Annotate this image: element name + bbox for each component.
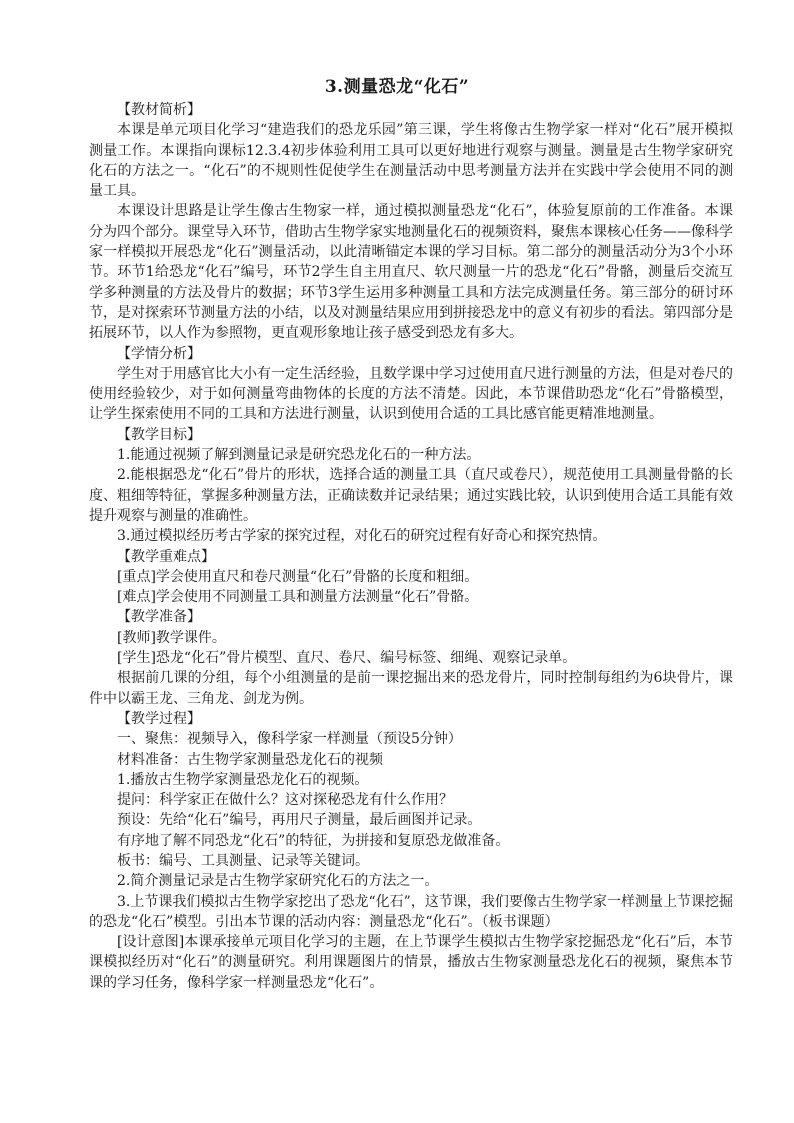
paragraph: [重点]学会使用直尺和卷尺测量“化石”骨骼的长度和粗细。 (117, 568, 479, 585)
paragraph: [学生]恐龙“化石”骨片模型、直尺、卷尺、编号标签、细绳、观察记录单。 (117, 650, 577, 667)
paragraph: 本课是单元项目化学习“建造我们的恐龙乐园”第三课，学生将像古生物学家一样对“化石”展开模拟测量工作。本课指向课标12.3.4初步体验利用工具可以更好地进行观察与测量。测量是古生物学家研究化石的方法之一。“化石”的不规则性促使学生在测量活动中思考测量方法并在实践中学会使用不同的测量工具。 (89, 122, 733, 200)
section-heading: 【教学重难点】 (117, 548, 215, 565)
paragraph: 1.播放古生物学家测量恐龙化石的视频。 (117, 771, 369, 788)
paragraph: 1.能通过视频了解到测量记录是研究恐龙化石的一种方法。 (117, 447, 481, 464)
paragraph: [教师]教学课件。 (117, 629, 226, 646)
paragraph: 预设：先给“化石”编号，再用尺子测量，最后画图并记录。 (117, 812, 482, 829)
paragraph: 材料准备：古生物学家测量恐龙化石的视频 (117, 751, 383, 768)
paragraph: [设计意图]本课承接单元项目化学习的主题，在上节课学生模拟古生物学家挖掘恐龙“化石”后，本节课模拟经历对“化石”的测量研究。利用课题图片的情景，播放古生物家测量恐龙化石的视频，聚焦本节课的学习任务，像科学家一样测量恐龙“化石”。 (89, 934, 733, 991)
paragraph: 本课设计思路是让学生像古生物家一样，通过模拟测量恐龙“化石”，体验复原前的工作准备。本课分为四个部分。课堂导入环节，借助古生物学家实地测量化石的视频资料，聚焦本课核心任务——像科学家一样模拟开展恐龙“化石”测量活动，以此清晰锚定本课的学习目标。第二部分的测量活动分为3个小环节。环节1给恐龙“化石”编号，环节2学生自主用直尺、软尺测量一片的恐龙“化石”骨骼，测量后交流互学多种测量的方法及骨片的数据；环节3学生运用多种测量工具和方法完成测量任务。第三部分的研讨环节，是对探索环节测量方法的小结，以及对测量结果应用到拼接恐龙中的意义有初步的看法。第四部分是拓展环节，以人作为参照物，更直观形象地让孩子感受到恐龙有多大。 (89, 203, 733, 342)
paragraph: 板书：编号、工具测量、记录等关键词。 (117, 852, 369, 869)
paragraph: 3.通过模拟经历考古学家的探究过程，对化石的研究过程有好奇心和探究热情。 (117, 528, 607, 545)
paragraph: 有序地了解不同恐龙“化石”的特征，为拼接和复原恐龙做准备。 (117, 832, 510, 849)
paragraph: 根据前几课的分组，每个小组测量的是前一课挖掘出来的恐龙骨片，同时控制每组约为6块骨片，课件中以霸王龙、三角龙、剑龙为例。 (89, 670, 733, 707)
document-body (89, 100, 733, 993)
section-heading: 【教学目标】 (117, 426, 201, 443)
paragraph: [难点]学会使用不同测量工具和测量方法测量“化石”骨骼。 (117, 589, 479, 606)
paragraph: 3.上节课我们模拟古生物学家挖出了恐龙“化石”，这节课，我们要像古生物学家一样测量上节课挖掘的恐龙“化石”模型。引出本节课的活动内容：测量恐龙“化石”。（板书课题） (89, 893, 733, 930)
section-heading: 【教学准备】 (117, 609, 201, 626)
section-heading: 【教材简析】 (117, 102, 201, 118)
paragraph: 2.能根据恐龙“化石”骨片的形状，选择合适的测量工具（直尺或卷尺），规范使用工具测量骨骼的长度、粗细等特征，掌握多种测量方法，正确读数并记录结果；通过实践比较，认识到使用合适工具能有效提升观察与测量的准确性。 (89, 467, 733, 524)
paragraph: 2.简介测量记录是古生物学家研究化石的方法之一。 (117, 873, 439, 890)
section-heading: 【教学过程】 (117, 710, 201, 727)
paragraph: 提问：科学家正在做什么？这对探秘恐龙有什么作用？ (117, 792, 453, 809)
paragraph: 一、聚焦：视频导入，像科学家一样测量（预设5分钟） (117, 731, 462, 748)
section-heading: 【学情分析】 (117, 345, 201, 362)
document-title: 3.测量恐龙“化石” (324, 77, 470, 97)
paragraph: 学生对于用感官比大小有一定生活经验，且数学课中学习过使用直尺进行测量的方法，但是对卷尺的使用经验较少，对于如何测量弯曲物体的长度的方法不清楚。因此，本节课借助恐龙“化石”骨骼模型，让学生探索使用不同的工具和方法进行测量，认识到使用合适的工具比感官能更精准地测量。 (89, 365, 733, 423)
